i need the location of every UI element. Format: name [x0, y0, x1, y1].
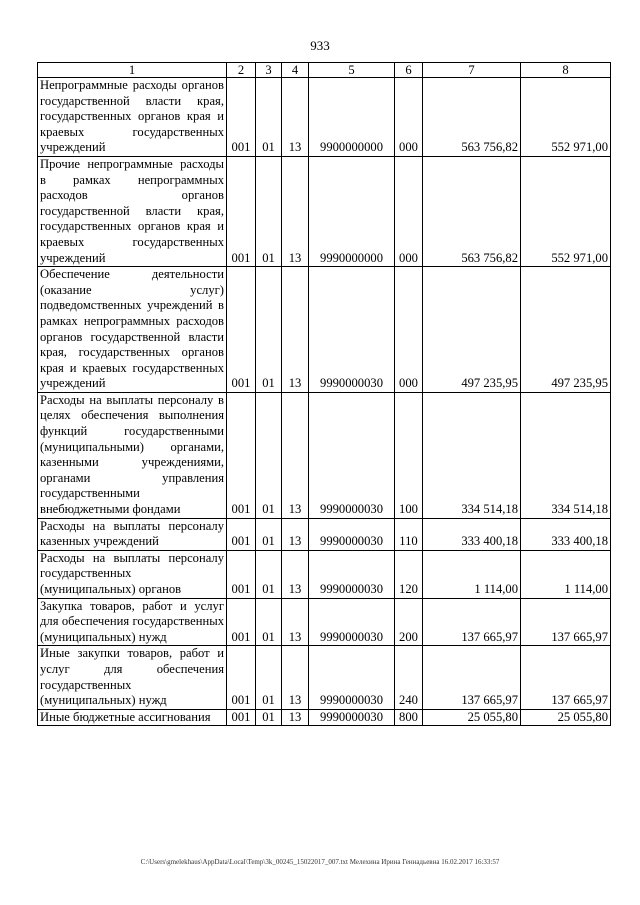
table-row — [38, 156, 611, 266]
table-row — [38, 392, 611, 518]
row-value-cell: 001 — [227, 598, 256, 646]
row-value-cell: 13 — [282, 598, 309, 646]
row-value-cell: 137 665,97 — [423, 598, 521, 646]
row-value-cell: 001 — [227, 518, 256, 550]
row-value-cell: 800 — [395, 709, 423, 726]
table-row — [38, 646, 611, 709]
row-value-cell: 9990000000 — [309, 156, 395, 266]
row-name-cell: Иные бюджетные ассигнования — [38, 709, 227, 726]
row-value-cell: 100 — [395, 392, 423, 518]
row-value-cell: 25 055,80 — [521, 709, 611, 726]
row-value-cell: 01 — [256, 267, 282, 393]
row-value-cell: 9990000030 — [309, 709, 395, 726]
row-value-cell: 001 — [227, 392, 256, 518]
row-name-cell: Закупка товаров, работ и услуг для обеспечения государственных (муниципальных) нужд — [38, 598, 227, 646]
row-value-cell: 552 971,00 — [521, 78, 611, 157]
row-value-cell: 001 — [227, 709, 256, 726]
header-cell: 6 — [395, 63, 423, 78]
row-value-cell: 333 400,18 — [521, 518, 611, 550]
row-value-cell: 001 — [227, 646, 256, 709]
row-value-cell: 1 114,00 — [423, 550, 521, 598]
row-value-cell: 137 665,97 — [521, 598, 611, 646]
row-value-cell: 120 — [395, 550, 423, 598]
row-value-cell: 001 — [227, 156, 256, 266]
table-row — [38, 709, 611, 726]
row-value-cell: 9990000030 — [309, 550, 395, 598]
row-value-cell: 110 — [395, 518, 423, 550]
row-value-cell: 137 665,97 — [423, 646, 521, 709]
row-value-cell: 13 — [282, 646, 309, 709]
row-value-cell: 001 — [227, 267, 256, 393]
row-value-cell: 1 114,00 — [521, 550, 611, 598]
row-value-cell: 01 — [256, 78, 282, 157]
row-value-cell: 13 — [282, 709, 309, 726]
row-value-cell: 9990000030 — [309, 392, 395, 518]
row-value-cell: 01 — [256, 550, 282, 598]
row-value-cell: 9900000000 — [309, 78, 395, 157]
table-row — [38, 78, 611, 157]
row-value-cell: 240 — [395, 646, 423, 709]
row-value-cell: 13 — [282, 518, 309, 550]
row-value-cell: 552 971,00 — [521, 156, 611, 266]
header-cell: 2 — [227, 63, 256, 78]
row-value-cell: 000 — [395, 267, 423, 393]
row-name-cell: Прочие непрограммные расходы в рамках непрограммных расходов органов государственной власти края, государственных органов края и краевых государственных учреждений — [38, 156, 227, 266]
row-name-cell: Непрограммные расходы органов государственной власти края, государственных органов края и краевых государственных учреждений — [38, 78, 227, 157]
row-value-cell: 25 055,80 — [423, 709, 521, 726]
row-value-cell: 13 — [282, 156, 309, 266]
row-name-cell: Обеспечение деятельности (оказание услуг) подведомственных учреждений в рамках непрограммных расходов органов государственной власти края, государственных органов края и краевых государственных учреждений — [38, 267, 227, 393]
row-value-cell: 000 — [395, 78, 423, 157]
row-value-cell: 563 756,82 — [423, 78, 521, 157]
row-value-cell: 01 — [256, 598, 282, 646]
row-value-cell: 9990000030 — [309, 646, 395, 709]
row-value-cell: 13 — [282, 550, 309, 598]
row-value-cell: 01 — [256, 156, 282, 266]
table-header-row — [38, 63, 611, 78]
row-value-cell: 01 — [256, 709, 282, 726]
table-row — [38, 518, 611, 550]
row-value-cell: 01 — [256, 392, 282, 518]
row-value-cell: 334 514,18 — [521, 392, 611, 518]
row-value-cell: 334 514,18 — [423, 392, 521, 518]
header-cell: 4 — [282, 63, 309, 78]
header-cell: 7 — [423, 63, 521, 78]
header-cell: 5 — [309, 63, 395, 78]
row-value-cell: 200 — [395, 598, 423, 646]
header-cell: 8 — [521, 63, 611, 78]
table-row — [38, 550, 611, 598]
row-value-cell: 497 235,95 — [423, 267, 521, 393]
row-value-cell: 563 756,82 — [423, 156, 521, 266]
row-value-cell: 13 — [282, 267, 309, 393]
row-name-cell: Расходы на выплаты персоналу в целях обеспечения выполнения функций государственными (муниципальными) органами, казенными учреждениями, органами управления государственными внебюджетными фондами — [38, 392, 227, 518]
row-value-cell: 000 — [395, 156, 423, 266]
row-name-cell: Расходы на выплаты персоналу казенных учреждений — [38, 518, 227, 550]
row-value-cell: 137 665,97 — [521, 646, 611, 709]
table-row — [38, 598, 611, 646]
row-value-cell: 9990000030 — [309, 267, 395, 393]
row-value-cell: 333 400,18 — [423, 518, 521, 550]
header-cell: 3 — [256, 63, 282, 78]
table-row — [38, 267, 611, 393]
row-name-cell: Иные закупки товаров, работ и услуг для обеспечения государственных (муниципальных) нужд — [38, 646, 227, 709]
row-value-cell: 497 235,95 — [521, 267, 611, 393]
file-path-footer: C:\Users\gmelekhaus\AppData\Local\Temp\3k_00245_15022017_007.txt Мелехина Ирина Геннадьевна 16.02.2017 16:33:57 — [140, 858, 500, 866]
row-value-cell: 13 — [282, 78, 309, 157]
budget-table — [37, 62, 611, 726]
row-value-cell: 9990000030 — [309, 518, 395, 550]
page-number: 933 — [310, 38, 330, 53]
row-value-cell: 9990000030 — [309, 598, 395, 646]
header-cell: 1 — [38, 63, 227, 78]
row-name-cell: Расходы на выплаты персоналу государственных (муниципальных) органов — [38, 550, 227, 598]
row-value-cell: 001 — [227, 550, 256, 598]
row-value-cell: 01 — [256, 518, 282, 550]
row-value-cell: 01 — [256, 646, 282, 709]
row-value-cell: 001 — [227, 78, 256, 157]
row-value-cell: 13 — [282, 392, 309, 518]
